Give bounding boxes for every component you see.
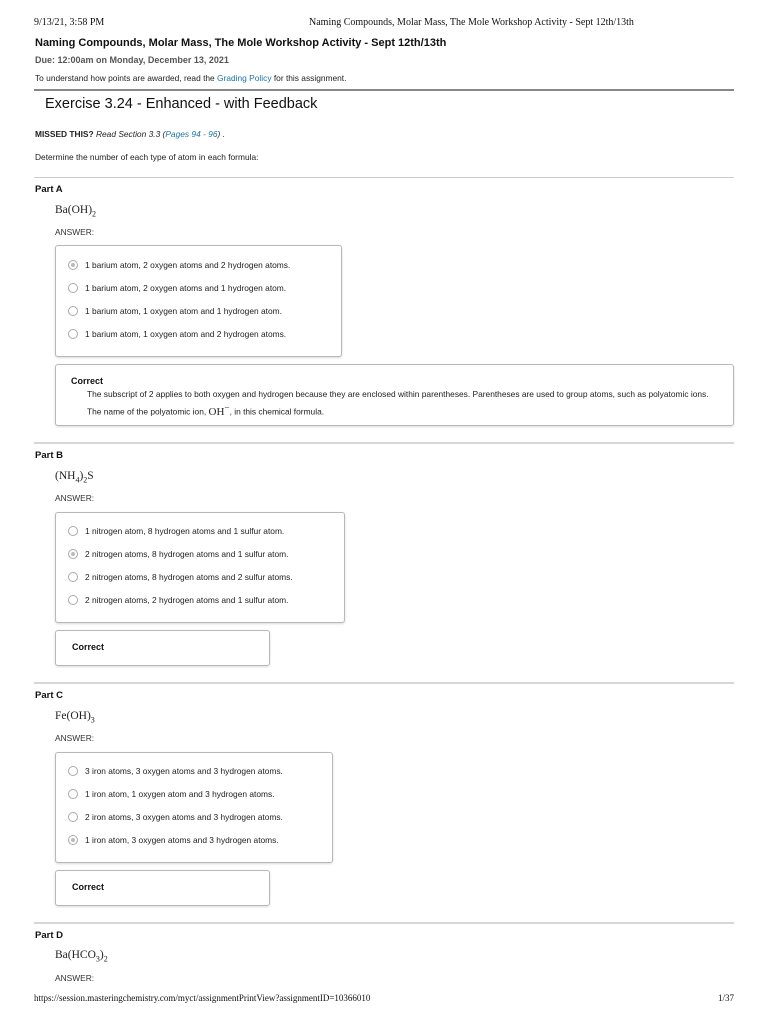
ion-charge: −	[224, 402, 230, 412]
missed-this-text: Read Section 3.3 (	[95, 129, 166, 139]
part-b-answer-label: ANSWER:	[55, 493, 95, 503]
assignment-title: Naming Compounds, Molar Mass, The Mole Workshop Activity - Sept 12th/13th	[35, 37, 447, 49]
part-b-formula	[55, 470, 94, 484]
choice-label: 1 barium atom, 1 oxygen atom and 2 hydrogen atoms.	[85, 329, 287, 339]
exercise-title: Exercise 3.24 - Enhanced - with Feedback	[45, 96, 318, 112]
formula-text: Fe(OH)	[55, 710, 91, 722]
formula-text: Ba(HCO	[55, 949, 96, 961]
print-footer	[34, 993, 734, 1007]
choice-option[interactable]	[68, 549, 288, 563]
choice-label: 2 iron atoms, 3 oxygen atoms and 3 hydrogen atoms.	[85, 812, 283, 822]
feedback-title: Correct	[71, 376, 104, 386]
part-b-label: Part B	[35, 450, 63, 461]
grading-policy-link[interactable]: Grading Policy	[217, 73, 272, 83]
radio-empty-icon[interactable]	[68, 329, 78, 339]
part-d-answer-label: ANSWER:	[55, 973, 95, 983]
instructions: Determine the number of each type of atom in each formula:	[35, 152, 259, 162]
choice-label: 2 nitrogen atoms, 8 hydrogen atoms and 1 sulfur atom.	[85, 549, 289, 559]
feedback-title: Correct	[72, 642, 105, 652]
missed-this-label: MISSED THIS?	[35, 129, 94, 139]
formula-subscript: 3	[90, 715, 95, 725]
part-b-feedback	[55, 630, 270, 666]
radio-empty-icon[interactable]	[68, 812, 78, 822]
choice-label: 1 iron atom, 1 oxygen atom and 3 hydrogen atoms.	[85, 789, 275, 799]
choice-option[interactable]	[68, 260, 290, 274]
part-c-choices	[55, 752, 333, 863]
choice-option[interactable]	[68, 329, 286, 343]
formula-text: (NH	[55, 470, 76, 482]
part-c-formula	[55, 710, 95, 724]
radio-selected-icon[interactable]	[68, 260, 78, 270]
radio-empty-icon[interactable]	[68, 283, 78, 293]
part-a-formula	[55, 204, 96, 218]
formula-subscript: 2	[83, 475, 88, 485]
formula-subscript: 2	[103, 954, 108, 964]
choice-option[interactable]	[68, 306, 282, 320]
missed-this-end: ) .	[217, 129, 225, 139]
polyatomic-ion	[208, 402, 230, 418]
part-c-answer-label: ANSWER:	[55, 733, 95, 743]
choice-option[interactable]	[68, 766, 283, 780]
feedback-text-end: , in this chemical formula.	[229, 406, 325, 417]
radio-empty-icon[interactable]	[68, 595, 78, 605]
grading-prefix: To understand how points are awarded, read the	[35, 73, 215, 83]
choice-option[interactable]	[68, 283, 286, 297]
radio-empty-icon[interactable]	[68, 572, 78, 582]
missed-this-note	[35, 129, 225, 139]
formula-text: S	[87, 470, 94, 482]
part-a-choices	[55, 245, 342, 357]
formula-subscript: 4	[75, 475, 80, 485]
choice-label: 1 iron atom, 3 oxygen atoms and 3 hydrogen atoms.	[85, 835, 279, 845]
part-c-label: Part C	[35, 690, 63, 701]
choice-label: 3 iron atoms, 3 oxygen atoms and 3 hydrogen atoms.	[85, 766, 283, 776]
formula-text: )	[99, 949, 104, 961]
radio-empty-icon[interactable]	[68, 789, 78, 799]
part-d-formula	[55, 949, 108, 963]
choice-option[interactable]	[68, 812, 283, 826]
formula-subscript: 2	[92, 209, 97, 219]
header-divider	[34, 89, 734, 91]
formula-subscript: 3	[95, 954, 100, 964]
instructions-divider	[34, 177, 734, 178]
radio-empty-icon[interactable]	[68, 526, 78, 536]
radio-selected-icon[interactable]	[68, 835, 78, 845]
print-document-title: Naming Compounds, Molar Mass, The Mole Workshop Activity - Sept 12th/13th	[309, 17, 634, 28]
choice-label: 1 barium atom, 1 oxygen atom and 1 hydrogen atom.	[85, 306, 282, 316]
grading-suffix: for this assignment.	[273, 73, 347, 83]
part-a-label: Part A	[35, 184, 63, 195]
part-divider	[34, 922, 734, 924]
feedback-text	[87, 388, 721, 419]
part-divider	[34, 442, 734, 444]
print-header	[34, 17, 734, 31]
part-divider	[34, 682, 734, 684]
grading-policy-note	[35, 73, 346, 83]
print-url: https://session.masteringchemistry.com/myct/assignmentPrintView?assignmentID=10366010	[34, 993, 371, 1003]
part-a-feedback	[55, 364, 734, 426]
due-date: Due: 12:00am on Monday, December 13, 2021	[35, 55, 229, 65]
choice-label: 1 barium atom, 2 oxygen atoms and 1 hydrogen atom.	[85, 283, 287, 293]
page-number: 1/37	[717, 993, 734, 1003]
feedback-text-main: The subscript of 2 applies to both oxygen and hydrogen because they are enclosed within parentheses. Parentheses are used to group atoms, such as polyatomic ions. The name of the polyatomic ion,	[87, 389, 709, 417]
part-c-feedback	[55, 870, 270, 906]
print-datetime: 9/13/21, 3:58 PM	[34, 17, 105, 28]
pages-link[interactable]: Pages 94 - 96	[165, 129, 218, 139]
choice-option[interactable]	[68, 835, 279, 849]
part-b-choices	[55, 512, 345, 623]
choice-option[interactable]	[68, 595, 288, 609]
formula-text: )	[79, 470, 84, 482]
choice-option[interactable]	[68, 572, 293, 586]
choice-label: 1 nitrogen atom, 8 hydrogen atoms and 1 sulfur atom.	[85, 526, 285, 536]
radio-empty-icon[interactable]	[68, 306, 78, 316]
part-a-answer-label: ANSWER:	[55, 227, 95, 237]
choice-label: 1 barium atom, 2 oxygen atoms and 2 hydrogen atoms.	[85, 260, 291, 270]
formula-text: Ba(OH)	[55, 204, 93, 216]
ion-symbol: OH	[208, 405, 225, 418]
choice-label: 2 nitrogen atoms, 2 hydrogen atoms and 1 sulfur atom.	[85, 595, 289, 605]
choice-option[interactable]	[68, 789, 274, 803]
choice-label: 2 nitrogen atoms, 8 hydrogen atoms and 2 sulfur atoms.	[85, 572, 293, 582]
choice-option[interactable]	[68, 526, 284, 540]
feedback-title: Correct	[72, 882, 105, 892]
part-d-label: Part D	[35, 930, 63, 941]
radio-empty-icon[interactable]	[68, 766, 78, 776]
radio-selected-icon[interactable]	[68, 549, 78, 559]
